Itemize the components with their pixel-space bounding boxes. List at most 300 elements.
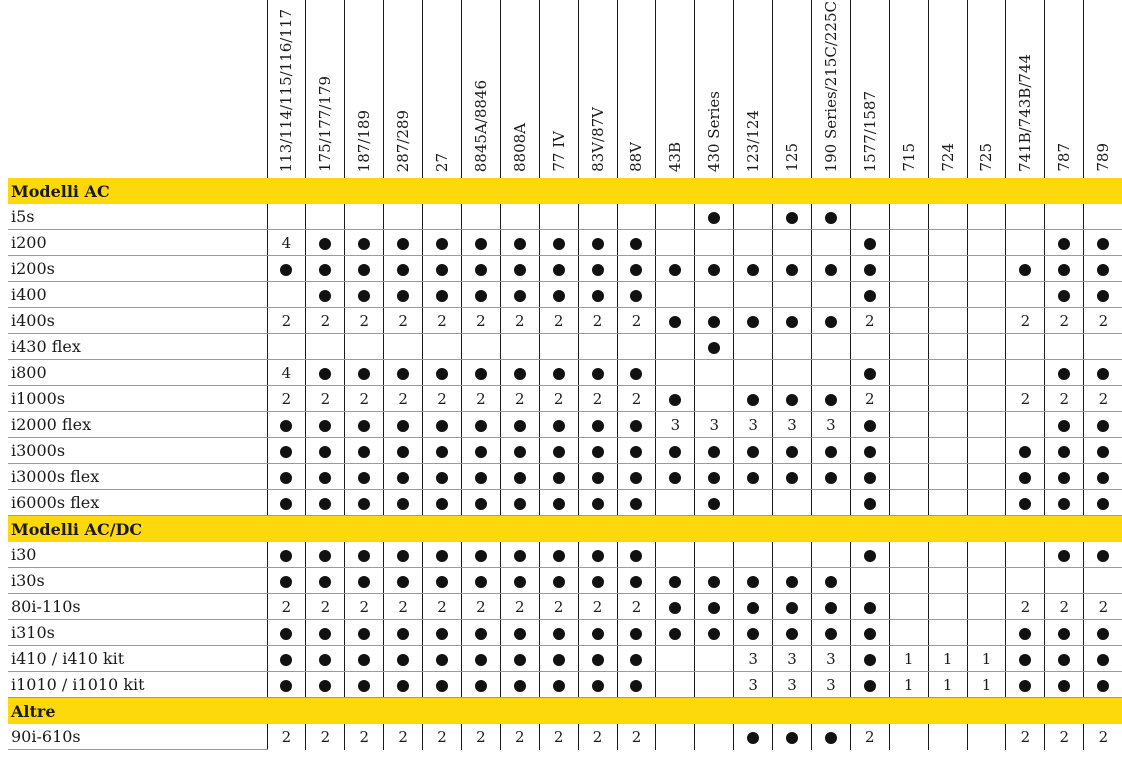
empty-cell	[967, 412, 1006, 438]
compatible-dot-icon	[630, 420, 642, 432]
footnote-cell	[850, 308, 889, 334]
compatible-cell	[306, 412, 345, 438]
compatible-dot-icon	[864, 264, 876, 276]
compatible-dot-icon	[436, 290, 448, 302]
compatible-cell	[656, 594, 695, 620]
compatible-cell	[267, 412, 306, 438]
section-fill	[500, 516, 539, 543]
compatible-cell	[734, 464, 773, 490]
compatible-dot-icon	[669, 628, 681, 640]
compatible-cell	[578, 646, 617, 672]
column-header	[656, 0, 695, 178]
footnote-number: 2	[476, 389, 486, 408]
empty-cell	[928, 724, 967, 750]
compatible-dot-icon	[786, 602, 798, 614]
compatible-cell	[850, 256, 889, 282]
empty-cell	[811, 360, 850, 386]
compatible-dot-icon	[553, 446, 565, 458]
compatible-dot-icon	[280, 628, 292, 640]
empty-cell	[423, 204, 462, 230]
compatible-cell	[461, 282, 500, 308]
compatible-cell	[734, 386, 773, 412]
compatible-dot-icon	[1058, 550, 1070, 562]
compatible-dot-icon	[553, 290, 565, 302]
compatible-cell	[1045, 360, 1084, 386]
compatible-cell	[461, 438, 500, 464]
section-fill	[1006, 698, 1045, 725]
empty-cell	[928, 230, 967, 256]
footnote-cell	[306, 308, 345, 334]
empty-cell	[695, 360, 734, 386]
compatible-cell	[695, 438, 734, 464]
empty-cell	[1006, 204, 1045, 230]
empty-cell	[967, 568, 1006, 594]
column-header	[578, 0, 617, 178]
empty-cell	[889, 438, 928, 464]
compatible-cell	[1006, 620, 1045, 646]
compatible-cell	[1006, 256, 1045, 282]
compatible-cell	[500, 438, 539, 464]
compatible-cell	[423, 646, 462, 672]
compatible-dot-icon	[475, 420, 487, 432]
compatible-dot-icon	[514, 368, 526, 380]
column-header	[1045, 0, 1084, 178]
footnote-number: 2	[320, 727, 331, 746]
empty-cell	[734, 490, 773, 516]
footnote-cell	[345, 724, 384, 750]
footnote-cell	[656, 412, 695, 438]
compatible-dot-icon	[747, 628, 759, 640]
footnote-number: 1	[903, 675, 914, 694]
compatible-dot-icon	[358, 290, 370, 302]
compatible-cell	[811, 594, 850, 620]
compatible-cell	[773, 464, 812, 490]
compatible-cell	[773, 724, 812, 750]
compatible-cell	[1084, 282, 1122, 308]
compatible-cell	[306, 438, 345, 464]
compatible-cell	[423, 230, 462, 256]
column-header	[345, 0, 384, 178]
footnote-cell	[461, 386, 500, 412]
compatible-dot-icon	[708, 264, 720, 276]
column-header	[850, 0, 889, 178]
section-fill	[423, 698, 462, 725]
footnote-cell	[267, 308, 306, 334]
footnote-number: 2	[553, 727, 564, 746]
compatible-dot-icon	[553, 628, 565, 640]
compatible-cell	[306, 360, 345, 386]
compatible-cell	[617, 620, 656, 646]
column-header	[1006, 0, 1045, 178]
compatible-cell	[1006, 646, 1045, 672]
section-fill	[384, 698, 423, 725]
compatible-dot-icon	[786, 394, 798, 406]
footnote-cell	[1006, 724, 1045, 750]
compatible-dot-icon	[280, 498, 292, 510]
empty-cell	[967, 334, 1006, 360]
compatible-cell	[656, 464, 695, 490]
compatible-cell	[345, 412, 384, 438]
compatible-cell	[423, 412, 462, 438]
compatible-dot-icon	[864, 238, 876, 250]
compatible-cell	[539, 438, 578, 464]
empty-cell	[461, 204, 500, 230]
footnote-number: 2	[515, 311, 525, 330]
empty-cell	[811, 334, 850, 360]
compatible-cell	[734, 256, 773, 282]
compatible-dot-icon	[514, 576, 526, 588]
compatible-cell	[539, 646, 578, 672]
table-row	[8, 282, 1122, 308]
section-fill	[1045, 178, 1084, 204]
compatible-cell	[617, 360, 656, 386]
footnote-number: 2	[592, 311, 603, 330]
compatible-cell	[267, 438, 306, 464]
model-name: 80i-110s	[8, 594, 267, 620]
compatible-cell	[500, 490, 539, 516]
empty-cell	[889, 542, 928, 568]
footnote-cell	[423, 724, 462, 750]
empty-cell	[967, 464, 1006, 490]
compatible-dot-icon	[358, 498, 370, 510]
section-fill	[850, 516, 889, 543]
compatible-dot-icon	[864, 550, 876, 562]
compatible-dot-icon	[553, 420, 565, 432]
footnote-number: 3	[748, 415, 758, 434]
footnote-cell	[928, 672, 967, 698]
empty-cell	[889, 724, 928, 750]
compatible-dot-icon	[747, 576, 759, 588]
section-fill	[695, 516, 734, 543]
footnote-number: 2	[553, 597, 564, 616]
footnote-cell	[500, 308, 539, 334]
footnote-number: 2	[515, 597, 525, 616]
column-header	[928, 0, 967, 178]
compatible-cell	[500, 230, 539, 256]
section-fill	[1084, 698, 1122, 725]
empty-cell	[967, 256, 1006, 282]
compatible-cell	[1045, 464, 1084, 490]
footnote-number: 3	[787, 675, 797, 694]
compatible-cell	[267, 464, 306, 490]
compatible-dot-icon	[747, 394, 759, 406]
model-name: i410 / i410 kit	[8, 646, 267, 672]
section-fill	[734, 698, 773, 725]
compatible-dot-icon	[592, 550, 604, 562]
compatible-cell	[500, 620, 539, 646]
compatible-dot-icon	[864, 420, 876, 432]
empty-cell	[656, 334, 695, 360]
compatible-cell	[850, 490, 889, 516]
footnote-number: 2	[1059, 311, 1070, 330]
compatible-cell	[734, 438, 773, 464]
compatible-dot-icon	[514, 264, 526, 276]
empty-cell	[967, 386, 1006, 412]
compatible-dot-icon	[553, 680, 565, 692]
empty-cell	[928, 334, 967, 360]
footnote-number: 2	[476, 727, 486, 746]
section-fill	[850, 178, 889, 204]
model-name: i3000s flex	[8, 464, 267, 490]
compatible-cell	[306, 282, 345, 308]
compatible-dot-icon	[1019, 654, 1031, 666]
empty-cell	[695, 724, 734, 750]
compatible-dot-icon	[397, 264, 409, 276]
empty-cell	[656, 360, 695, 386]
compatible-cell	[539, 672, 578, 698]
compatible-dot-icon	[825, 472, 837, 484]
empty-cell	[928, 568, 967, 594]
compatible-dot-icon	[553, 654, 565, 666]
footnote-cell	[539, 386, 578, 412]
compatible-dot-icon	[319, 264, 331, 276]
footnote-cell	[773, 412, 812, 438]
compatible-dot-icon	[825, 446, 837, 458]
model-name: i3000s	[8, 438, 267, 464]
compatible-dot-icon	[280, 264, 292, 276]
compatible-cell	[578, 490, 617, 516]
compatible-cell	[461, 672, 500, 698]
section-fill	[967, 698, 1006, 725]
column-header-label: 187/189	[355, 109, 374, 172]
empty-cell	[773, 542, 812, 568]
compatible-cell	[850, 672, 889, 698]
empty-cell	[539, 334, 578, 360]
compatible-dot-icon	[280, 654, 292, 666]
compatible-dot-icon	[475, 628, 487, 640]
footnote-number: 2	[281, 727, 292, 746]
compatible-cell	[345, 230, 384, 256]
compatible-dot-icon	[514, 420, 526, 432]
table-row	[8, 724, 1122, 750]
empty-cell	[1045, 334, 1084, 360]
compatible-cell	[423, 282, 462, 308]
footnote-cell	[578, 724, 617, 750]
empty-cell	[967, 594, 1006, 620]
compatible-cell	[850, 282, 889, 308]
compatible-dot-icon	[1097, 420, 1109, 432]
empty-cell	[617, 334, 656, 360]
compatible-dot-icon	[280, 420, 292, 432]
compatible-dot-icon	[1097, 550, 1109, 562]
compatible-cell	[1084, 230, 1122, 256]
compatible-dot-icon	[475, 550, 487, 562]
section-fill	[850, 698, 889, 725]
section-fill	[345, 698, 384, 725]
compatible-dot-icon	[1058, 420, 1070, 432]
column-header	[461, 0, 500, 178]
footnote-number: 3	[709, 415, 720, 434]
empty-cell	[773, 360, 812, 386]
compatible-cell	[384, 646, 423, 672]
section-fill	[306, 178, 345, 204]
footnote-cell	[500, 724, 539, 750]
footnote-number: 2	[631, 389, 642, 408]
model-name: i200s	[8, 256, 267, 282]
empty-cell	[811, 542, 850, 568]
compatible-cell	[306, 464, 345, 490]
empty-cell	[656, 230, 695, 256]
empty-cell	[695, 386, 734, 412]
empty-cell	[656, 724, 695, 750]
compatible-cell	[267, 620, 306, 646]
compatible-cell	[1006, 490, 1045, 516]
compatible-dot-icon	[1058, 290, 1070, 302]
empty-cell	[928, 464, 967, 490]
compatible-dot-icon	[436, 264, 448, 276]
compatible-cell	[617, 542, 656, 568]
model-name: i400s	[8, 308, 267, 334]
compatible-cell	[423, 568, 462, 594]
compatible-cell	[656, 438, 695, 464]
empty-cell	[811, 490, 850, 516]
column-header-label: 83V/87V	[588, 107, 607, 172]
compatible-dot-icon	[825, 576, 837, 588]
compatible-cell	[1084, 412, 1122, 438]
compatible-dot-icon	[475, 264, 487, 276]
compatible-dot-icon	[825, 394, 837, 406]
compatible-cell	[500, 282, 539, 308]
column-header-label: 725	[977, 143, 996, 172]
footnote-cell	[1006, 386, 1045, 412]
compatible-cell	[384, 464, 423, 490]
compatible-dot-icon	[630, 498, 642, 510]
footnote-number: 2	[631, 311, 642, 330]
empty-cell	[928, 620, 967, 646]
compatible-cell	[578, 360, 617, 386]
compatible-cell	[617, 256, 656, 282]
table-row	[8, 542, 1122, 568]
section-fill	[617, 516, 656, 543]
compatible-cell	[267, 568, 306, 594]
compatible-cell	[267, 646, 306, 672]
compatible-cell	[500, 464, 539, 490]
empty-cell	[967, 490, 1006, 516]
column-header	[1084, 0, 1122, 178]
table-row	[8, 230, 1122, 256]
table-row	[8, 360, 1122, 386]
compatible-cell	[539, 412, 578, 438]
compatible-cell	[423, 672, 462, 698]
section-fill	[928, 178, 967, 204]
compatible-cell	[384, 438, 423, 464]
empty-cell	[928, 256, 967, 282]
column-header-label: 287/289	[394, 109, 413, 172]
section-fill	[578, 698, 617, 725]
compatible-cell	[578, 256, 617, 282]
model-name: i400	[8, 282, 267, 308]
section-fill	[423, 178, 462, 204]
compatible-dot-icon	[630, 368, 642, 380]
compatible-cell	[1045, 646, 1084, 672]
compatible-cell	[539, 360, 578, 386]
compatible-cell	[539, 256, 578, 282]
compatible-dot-icon	[630, 264, 642, 276]
footnote-number: 3	[670, 415, 681, 434]
compatible-cell	[1045, 620, 1084, 646]
compatible-cell	[578, 282, 617, 308]
footnote-cell	[617, 308, 656, 334]
section-fill	[461, 178, 500, 204]
footnote-number: 3	[748, 675, 758, 694]
compatible-dot-icon	[514, 446, 526, 458]
footnote-number: 2	[1020, 597, 1031, 616]
footnote-cell	[734, 646, 773, 672]
compatible-dot-icon	[669, 602, 681, 614]
compatible-dot-icon	[1058, 368, 1070, 380]
compatible-dot-icon	[358, 446, 370, 458]
footnote-cell	[578, 594, 617, 620]
column-header-label: 175/177/179	[316, 76, 335, 172]
footnote-cell	[811, 412, 850, 438]
compatible-dot-icon	[1097, 238, 1109, 250]
compatible-dot-icon	[708, 472, 720, 484]
compatible-dot-icon	[319, 628, 331, 640]
empty-cell	[734, 542, 773, 568]
compatible-dot-icon	[358, 576, 370, 588]
section-fill	[773, 178, 812, 204]
empty-cell	[889, 204, 928, 230]
footnote-cell	[617, 386, 656, 412]
compatible-dot-icon	[592, 472, 604, 484]
model-name: i1000s	[8, 386, 267, 412]
compatible-cell	[1084, 438, 1122, 464]
compatible-cell	[850, 360, 889, 386]
compatible-dot-icon	[1097, 368, 1109, 380]
section-fill	[384, 516, 423, 543]
compatible-cell	[345, 464, 384, 490]
compatible-dot-icon	[280, 550, 292, 562]
compatible-dot-icon	[1058, 654, 1070, 666]
compatible-dot-icon	[436, 550, 448, 562]
section-fill	[617, 178, 656, 204]
compatible-cell	[695, 334, 734, 360]
footnote-number: 3	[748, 649, 758, 668]
footnote-cell	[773, 646, 812, 672]
footnote-cell	[1084, 594, 1122, 620]
footnote-cell	[500, 386, 539, 412]
column-header-label: 741B/743B/744	[1016, 53, 1035, 172]
table-row	[8, 204, 1122, 230]
table-row	[8, 594, 1122, 620]
empty-cell	[773, 282, 812, 308]
compatible-dot-icon	[397, 368, 409, 380]
compatible-dot-icon	[553, 264, 565, 276]
footnote-cell	[267, 230, 306, 256]
empty-cell	[889, 620, 928, 646]
section-fill	[306, 516, 345, 543]
compatible-cell	[1045, 542, 1084, 568]
compatible-cell	[578, 412, 617, 438]
empty-cell	[345, 334, 384, 360]
section-fill	[695, 178, 734, 204]
compatible-cell	[1045, 438, 1084, 464]
empty-cell	[267, 282, 306, 308]
footnote-number: 2	[359, 311, 369, 330]
compatible-dot-icon	[553, 576, 565, 588]
compatible-dot-icon	[319, 550, 331, 562]
footnote-cell	[423, 308, 462, 334]
column-header-label: 789	[1094, 143, 1113, 172]
footnote-cell	[1045, 594, 1084, 620]
compatible-cell	[773, 568, 812, 594]
footnote-cell	[423, 594, 462, 620]
section-fill	[461, 516, 500, 543]
compatible-cell	[695, 464, 734, 490]
compatible-dot-icon	[358, 550, 370, 562]
compatible-cell	[811, 724, 850, 750]
compatible-dot-icon	[397, 472, 409, 484]
